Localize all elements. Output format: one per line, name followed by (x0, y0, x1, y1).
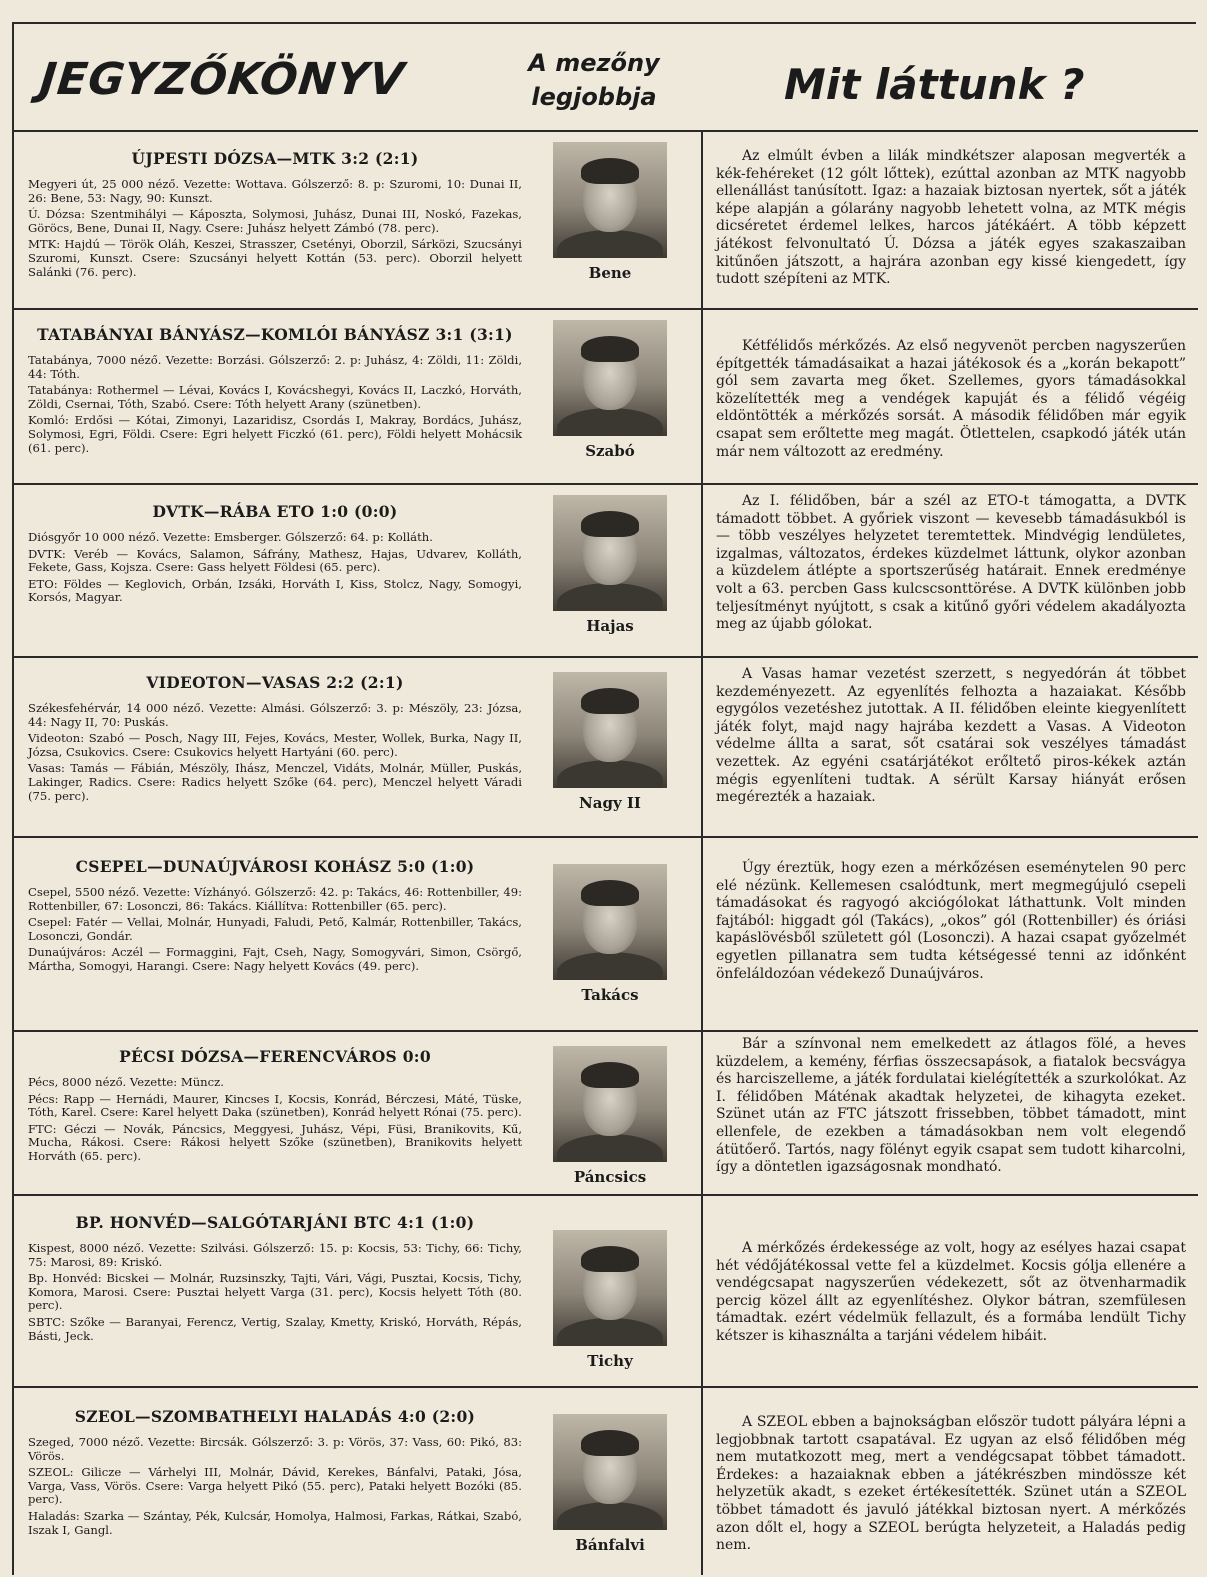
player-photo (553, 142, 667, 258)
column-divider (701, 1032, 703, 1194)
header-mid-line1: A mezőny (528, 49, 660, 77)
header-mid-line2: legjobbja (531, 83, 657, 111)
match-info: Pécs, 8000 néző. Vezette: Müncz. (28, 1075, 224, 1089)
player-photo (553, 864, 667, 980)
page-header (14, 24, 1198, 132)
away-lineup: Komló: Erdősi — Kótai, Zimonyi, Lazaridisz, Csordás I, Makray, Bordács, Juhász, Solymosi, Egri, Földi. Csere: Egri helyett Ficzkó (61. perc), Földi helyett Mohácsik (61. perc). (28, 413, 522, 455)
home-lineup: Csepel: Fatér — Vellai, Molnár, Hunyadi, Faludi, Pető, Kalmár, Rottenbiller, Takács, Losonczi, Gondár. (28, 915, 522, 943)
column-divider (701, 658, 703, 836)
page-frame (12, 22, 1196, 1575)
match-row (14, 1196, 1198, 1388)
column-divider (701, 1388, 703, 1575)
match-info: Szeged, 7000 néző. Vezette: Bircsák. Gólszerző: 3. p: Vörös, 37: Vass, 60: Pikó, 83: Vörös. (28, 1435, 522, 1463)
home-lineup: Bp. Honvéd: Bicskei — Molnár, Ruzsinszky, Tajti, Vári, Vági, Pusztai, Kocsis, Tichy, Komora, Marosi. Csere: Pusztai helyett Varga (31. perc), Kocsis helyett Tóth (80. perc). (28, 1271, 522, 1313)
player-photo (553, 1230, 667, 1346)
home-lineup: SZEOL: Gilicze — Várhelyi III, Molnár, Dávid, Kerekes, Bánfalvi, Pataki, Jósa, Varga, Vass, Vörös. Csere: Varga helyett Pikó (55. perc), Pataki helyett Bozóki (85. perc). (28, 1465, 522, 1507)
header-title-left: JEGYZŐKÖNYV (37, 54, 408, 105)
match-report (28, 1408, 522, 1540)
match-row (14, 838, 1198, 1032)
away-lineup: Vasas: Tamás — Fábián, Mészöly, Ihász, Menczel, Vidáts, Molnár, Müller, Puskás, Lakinger, Radics. Csere: Radics helyett Szőke (64. perc), Menczel helyett Váradi (75. perc). (28, 761, 522, 803)
match-comment: Az I. félidőben, bár a szél az ETO-t támogatta, a DVTK támadott többet. A győriek viszont — kevesebb támadásukból is — több veszélyes helyzetet teremtettek. Mindvégig lendületes, izgalmas, változatos, érdekes küzdelmet láttunk, olykor azonban a küzdelem átlépte a sportszerűség határait. Ennek eredménye volt a 63. percben Gass kulcscsonttörése. A DVTK különben jobb teljesítményt nyújtott, s csak a kitűnő győri védelem akadályozta meg az újabb gólokat. (716, 493, 1186, 633)
best-player (550, 320, 670, 460)
match-comment: A Vasas hamar vezetést szerzett, s negyedórán át többet kezdeményezett. Az egyenlítés felhozta a hazaiakat. Később egygólos vezetéshez jutottak. A II. félidőben eleinte kiegyenlített játék folyt, majd nagy hajrába kezdett a Vasas. A Videoton védelme állta a sarat, sőt csatárai sok veszélyes támadást vezettek. Az egyéni csatárjátékot erőltető piros-kékek aztán mégis egyenlíteni tudtak. A sérült Karsay hiányát erősen megérezték a hazaiak. (716, 666, 1186, 806)
match-info: Kispest, 8000 néző. Vezette: Szilvási. Gólszerző: 15. p: Kocsis, 53: Tichy, 66: Tichy, 75: Marosi, 89: Kriskó. (28, 1241, 522, 1269)
home-lineup: DVTK: Veréb — Kovács, Salamon, Sáfrány, Mathesz, Hajas, Udvarev, Kolláth, Fekete, Gass, Kojsza. Csere: Gass helyett Földesi (65. perc). (28, 546, 522, 575)
away-lineup: FTC: Géczi — Novák, Páncsics, Meggyesi, Juhász, Vépi, Füsi, Branikovits, Kű, Mucha, Rákosi. Csere: Rákosi helyett Szőke (szünetben), Branikovits helyett Horváth (65. perc). (28, 1121, 522, 1163)
match-row (14, 658, 1198, 838)
home-lineup: Videoton: Szabó — Posch, Nagy III, Fejes, Kovács, Mester, Wollek, Burka, Nagy II, Józsa, Csukovics. Csere: Csukovics helyett Hartyáni (60. perc). (28, 731, 522, 759)
match-report (28, 1048, 522, 1167)
player-name: Bánfalvi (575, 1536, 645, 1554)
match-row (14, 485, 1198, 658)
match-comment: A mérkőzés érdekessége az volt, hogy az esélyes hazai csapat hét védőjátékossal vette fel a küzdelmet. Kocsis gólja ellenére a vendégcsapat nagyszerűen védekezett, sőt az ötvenharmadik percig közel állt az egyenlítéshez. Olykor bátran, szemfülesen támadtak. ezért védelmük fellazult, és a formába lendült Tichy kétszer is kihasználta a tarjáni védelem hibáit. (716, 1240, 1186, 1344)
player-photo (553, 1046, 667, 1162)
column-divider (701, 132, 703, 308)
best-player (550, 142, 670, 282)
player-name: Tichy (587, 1352, 633, 1370)
match-comment: Bár a színvonal nem emelkedett az átlagos fölé, a heves küzdelem, a kemény, férfias összecsapások, a fiatalok becsvágya és harciszelleme, a játék fordulatai kielégítették a szurkolókat. Az I. félidőben Máténak akadtak helyzetei, de kihagyta ezeket. Szünet után az FTC játszott frissebben, többet támadott, mint ellenfele, de ezekben a támadásokban nem volt elegendő átütőerő. Tartós, nagy fölényt egyik csapat sem tudott kiharcolni, így a döntetlen igazságosnak mondható. (716, 1036, 1186, 1176)
match-comment: Kétfélidős mérkőzés. Az első negyvenöt percben nagyszerűen építgették támadásaikat a hazai játékosok és a „korán bekapott” gól sem zavarta meg őket. Szellemes, gyors támadásokkal közelítették meg a vendégek kapuját és a félidő végéig eldöntötték a mérkőzés sorsát. A második félidőben már egyik csapat sem erőltette meg magát. Ötlettelen, csapkodó játék után már nem változott az eredmény. (716, 338, 1186, 460)
away-lineup: ETO: Földes — Keglovich, Orbán, Izsáki, Horváth I, Kiss, Stolcz, Nagy, Somogyi, Korsós, Magyar. (28, 576, 522, 605)
match-title: ÚJPESTI DÓZSA—MTK 3:2 (2:1) (131, 149, 419, 168)
match-info: Megyeri út, 25 000 néző. Vezette: Wottava. Gólszerző: 8. p: Szuromi, 10: Dunai II, 26: Bene, 53: Nagy, 90: Kunszt. (28, 177, 522, 205)
player-photo (553, 672, 667, 788)
player-name: Szabó (585, 442, 635, 460)
away-lineup: MTK: Hajdú — Török Oláh, Keszei, Strasszer, Csetényi, Oborzil, Sárközi, Szucsányi Szuromi, Kunszt. Csere: Szucsányi helyett Kottán (53. perc). Oborzil helyett Salánki (76. perc). (28, 237, 522, 279)
match-row (14, 1032, 1198, 1196)
match-report (28, 150, 522, 282)
match-title: SZEOL—SZOMBATHELYI HALADÁS 4:0 (2:0) (74, 1407, 476, 1426)
match-report (28, 858, 522, 977)
player-name: Nagy II (579, 794, 641, 812)
match-report (28, 326, 522, 458)
home-lineup: Ú. Dózsa: Szentmihályi — Káposzta, Solymosi, Juhász, Dunai III, Noskó, Fazekas, Göröcs, Bene, Dunai II, Nagy. Csere: Juhász helyett Zámbó (78. perc). (28, 207, 522, 235)
match-info: Székesfehérvár, 14 000 néző. Vezette: Almási. Gólszerző: 3. p: Mészöly, 23: Józsa, 44: Nagy II, 70: Puskás. (28, 701, 522, 729)
column-divider (701, 310, 703, 483)
match-row (14, 310, 1198, 485)
player-photo (553, 495, 667, 611)
match-info: Diósgyőr 10 000 néző. Vezette: Emsberger. Gólszerző: 64. p: Kolláth. (28, 530, 433, 544)
match-info: Csepel, 5500 néző. Vezette: Vízhányó. Gólszerző: 42. p: Takács, 46: Rottenbiller, 49: Rottenbiller, 67: Losonczi, 86: Takács. Kiállítva: Rottenbiller (65. perc). (28, 885, 522, 913)
match-title: VIDEOTON—VASAS 2:2 (2:1) (146, 673, 404, 692)
match-comment: Az elmúlt évben a lilák mindkétszer alaposan megverték a kék-fehéreket (12 gólt lőttek), ezúttal azonban az MTK nagyobb ellenállást tanúsított. Igaz: a hazaiak biztosan nyertek, sőt a játék képe alapján a gólarány nagyobb lehetett volna, az MTK mégis dicséretet érdemel lelkes, harcos játékáért. A több képzett játékost felvonultató Ú. Dózsa a játék egyes szakaszaiban kitűnően játszott, a hajrára azonban egy kissé kiengedett, így tudott szépíteni az MTK. (716, 148, 1186, 288)
match-title: TATABÁNYAI BÁNYÁSZ—KOMLÓI BÁNYÁSZ 3:1 (3:1) (37, 325, 513, 344)
match-comment: Úgy éreztük, hogy ezen a mérkőzésen eseménytelen 90 perc elé nézünk. Kellemesen csalódtunk, mert megmegújuló csepeli támadásokat és ragyogó akciógólokat láthattunk. Volt minden fajtából: higgadt gól (Takács), „okos” gól (Rottenbiller) és óriási kapáslövésből született gól (Losonczi). A hazai csapat győzelmét egyetlen pillanatra sem tudta kétségessé tenni az időnként önfeláldozóan védekező Dunaújváros. (716, 860, 1186, 982)
player-name: Páncsics (573, 1168, 647, 1186)
best-player (550, 864, 670, 1004)
match-info: Tatabánya, 7000 néző. Vezette: Borzási. Gólszerző: 2. p: Juhász, 4: Zöldi, 11: Zöldi, 44: Tóth. (28, 353, 522, 381)
match-report (28, 503, 522, 608)
player-name: Takács (581, 986, 639, 1004)
player-photo (553, 320, 667, 436)
best-player (550, 495, 670, 635)
match-title: BP. HONVÉD—SALGÓTARJÁNI BTC 4:1 (1:0) (75, 1213, 475, 1232)
header-title-right: Mit láttunk ? (784, 60, 1085, 109)
match-report (28, 674, 522, 806)
match-row (14, 132, 1198, 310)
best-player (550, 1046, 670, 1186)
best-player (550, 1414, 670, 1554)
player-photo (553, 1414, 667, 1530)
home-lineup: Pécs: Rapp — Hernádi, Maurer, Kincses I, Kocsis, Konrád, Bérczesi, Máté, Tüske, Tóth, Karel. Csere: Karel helyett Daka (szünetben), Konrád helyett Rónai (75. perc). (28, 1091, 522, 1120)
player-name: Bene (588, 264, 632, 282)
column-divider (701, 485, 703, 656)
away-lineup: Dunaújváros: Aczél — Formaggini, Fajt, Cseh, Nagy, Somogyvári, Simon, Csörgő, Mártha, Somogyi, Harangi. Csere: Nagy helyett Kovács (49. perc). (28, 945, 522, 973)
column-divider (701, 1196, 703, 1386)
match-title: DVTK—RÁBA ETO 1:0 (0:0) (152, 502, 398, 521)
column-divider (701, 838, 703, 1030)
away-lineup: Haladás: Szarka — Szántay, Pék, Kulcsár, Homolya, Halmosi, Farkas, Rátkai, Szabó, Iszak I, Gangl. (28, 1508, 522, 1537)
best-player (550, 672, 670, 812)
player-name: Hajas (586, 617, 634, 635)
match-title: CSEPEL—DUNAÚJVÁROSI KOHÁSZ 5:0 (1:0) (75, 857, 475, 876)
match-report (28, 1214, 522, 1346)
home-lineup: Tatabánya: Rothermel — Lévai, Kovács I, Kovácshegyi, Kovács II, Laczkó, Horváth, Zöldi, Csernai, Tóth, Szabó. Csere: Tóth helyett Arany (szünetben). (28, 383, 522, 411)
away-lineup: SBTC: Szőke — Baranyai, Ferencz, Vertig, Szalay, Kmetty, Kriskó, Horváth, Répás, Básti, Jeck. (28, 1314, 522, 1343)
match-comment: A SZEOL ebben a bajnokságban először tudott pályára lépni a legjobbnak tartott csapatával. Ez ugyan az első félidőben még nem mutatkozott meg, mert a vendégcsapat többet támadott. Érdekes: a hazaiaknak ebben a játékrészben mindössze két helyzetük akadt, s ezeket értékesítették. Szünet után a SZEOL többet támadott és javuló játékkal biztosan nyert. A mérkőzés azon dőlt el, hogy a SZEOL berúgta helyzeteit, a Haladás pedig nem. (716, 1414, 1186, 1554)
header-title-mid (484, 46, 704, 114)
match-title: PÉCSI DÓZSA—FERENCVÁROS 0:0 (119, 1047, 431, 1066)
best-player (550, 1230, 670, 1370)
match-row (14, 1388, 1198, 1575)
